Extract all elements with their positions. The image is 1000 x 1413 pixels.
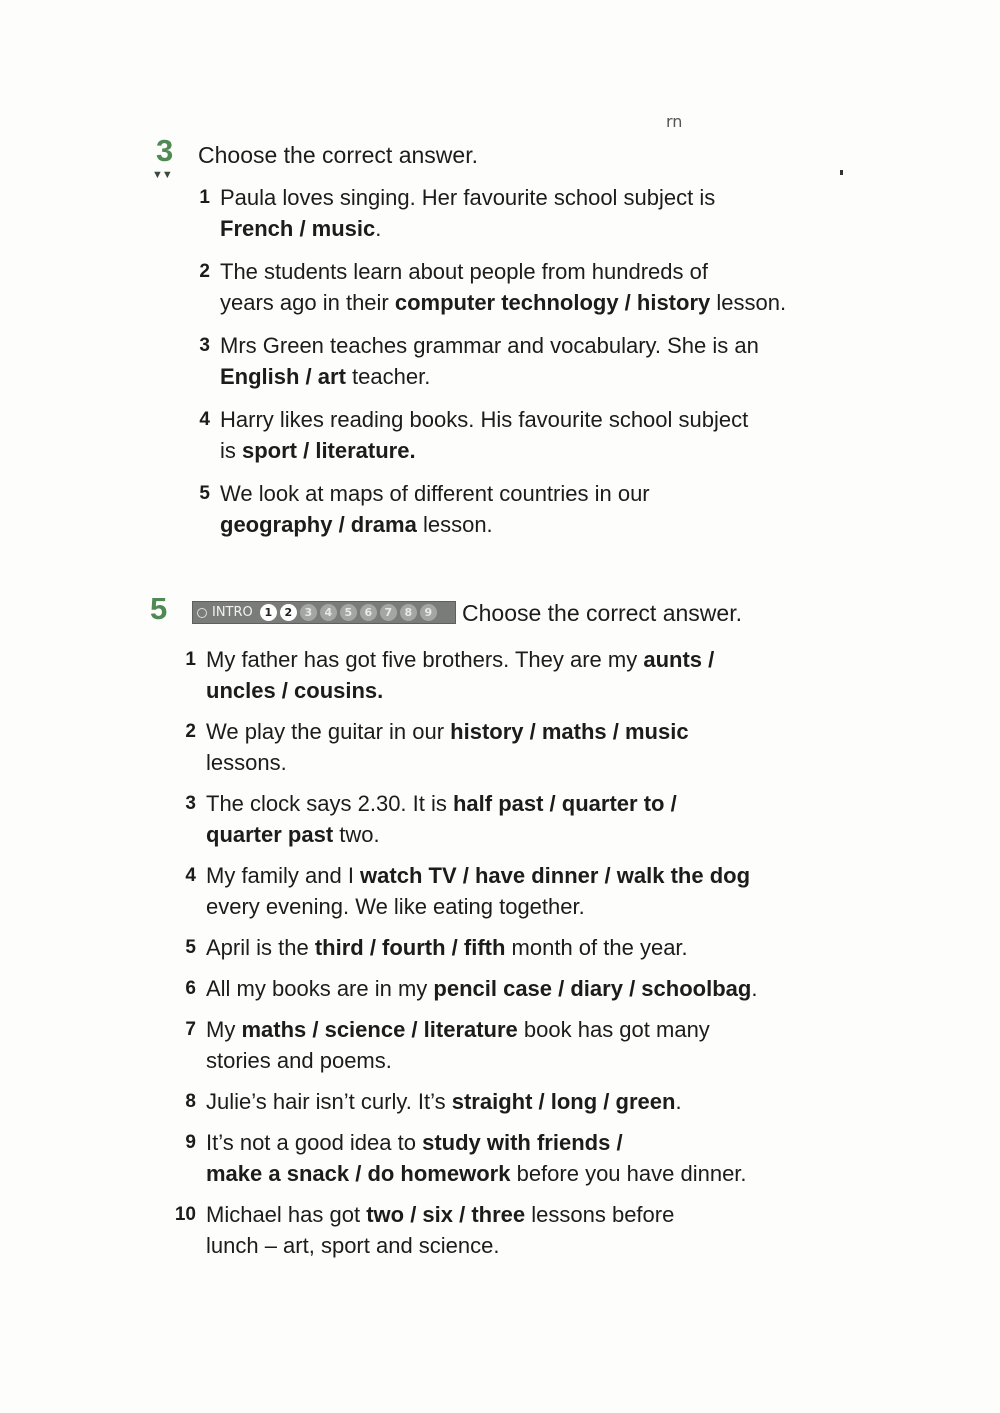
item-number: 6 <box>185 978 196 999</box>
exercise-number: 3 <box>156 133 174 168</box>
item-number: 10 <box>174 1204 196 1225</box>
item-number: 3 <box>199 335 210 356</box>
badge-intro-label: INTRO <box>212 605 253 620</box>
item-text-line2: stories and poems. <box>206 1048 392 1073</box>
item-text-after: lesson. <box>416 512 493 537</box>
item-number: 4 <box>185 865 196 886</box>
level-2: 2 <box>280 604 297 621</box>
item-text-before: years ago in their <box>220 290 395 315</box>
item-text-after: book has got many <box>517 1017 710 1042</box>
exercise-title: Choose the correct answer. <box>198 142 478 168</box>
answer-options[interactable]: two / six / three <box>366 1202 526 1227</box>
answer-options[interactable]: half past / quarter to / <box>452 791 677 816</box>
level-8: 8 <box>400 604 417 621</box>
item-number: 9 <box>185 1132 196 1153</box>
item-number: 2 <box>185 721 196 742</box>
item-text: My family and I <box>206 863 361 888</box>
list-item <box>184 330 824 392</box>
exercise-number: 5 <box>150 591 168 626</box>
item-text: The clock says 2.30. It is <box>206 791 453 816</box>
answer-options[interactable]: geography / drama <box>220 512 417 537</box>
answer-options[interactable]: history / maths / music <box>450 719 689 744</box>
list-item <box>170 1127 810 1189</box>
item-text: Julie’s hair isn’t curly. It’s <box>206 1089 452 1114</box>
item-text-line2: lunch – art, sport and science. <box>206 1233 500 1258</box>
item-text-after: every evening. We like eating together. <box>206 894 585 919</box>
list-item <box>170 973 810 1004</box>
answer-options[interactable]: sport / literature. <box>242 438 416 463</box>
list-item <box>184 478 824 540</box>
answer-options[interactable]: aunts / <box>643 647 715 672</box>
item-number: 1 <box>185 649 196 670</box>
level-badge <box>192 601 456 624</box>
item-text: Harry likes reading books. His favourite school subject <box>220 407 749 432</box>
item-text: Paula loves singing. Her favourite school subject is <box>220 185 716 210</box>
item-text: The students learn about people from hundreds of <box>220 259 708 284</box>
list-item <box>170 932 810 963</box>
list-item <box>170 1199 810 1261</box>
exercise-items <box>170 644 810 1271</box>
difficulty-triangles-icon: ▼▼ <box>152 169 172 181</box>
list-item <box>170 788 810 850</box>
item-number: 7 <box>185 1019 196 1040</box>
scan-artifact-dot <box>840 170 843 175</box>
item-text-after: lessons before <box>525 1202 675 1227</box>
level-5: 5 <box>340 604 357 621</box>
level-1: 1 <box>260 604 277 621</box>
item-text: April is the <box>206 935 315 960</box>
answer-options[interactable]: English / art <box>220 364 346 389</box>
list-item <box>184 256 824 318</box>
list-item <box>184 182 824 244</box>
level-7: 7 <box>380 604 397 621</box>
item-text: We look at maps of different countries in our <box>220 481 650 506</box>
list-item <box>170 716 810 778</box>
item-text-after: before you have dinner. <box>510 1161 747 1186</box>
level-3: 3 <box>300 604 317 621</box>
answer-options-cont[interactable]: uncles / cousins. <box>206 678 384 703</box>
answer-options-cont[interactable]: make a snack / do homework <box>206 1161 511 1186</box>
answer-options[interactable]: maths / science / literature <box>241 1017 518 1042</box>
level-6: 6 <box>360 604 377 621</box>
answer-options[interactable]: study with friends / <box>422 1130 623 1155</box>
item-number: 5 <box>185 937 196 958</box>
answer-options-cont[interactable]: quarter past <box>206 822 334 847</box>
item-text-before: is <box>220 438 242 463</box>
item-number: 2 <box>199 261 210 282</box>
item-text-after: . <box>675 1089 682 1114</box>
item-text: My father has got five brothers. They are my <box>206 647 644 672</box>
answer-options[interactable]: watch TV / have dinner / walk the dog <box>360 863 751 888</box>
item-text: Mrs Green teaches grammar and vocabulary. She is an <box>220 333 759 358</box>
list-item <box>170 860 810 922</box>
answer-options[interactable]: pencil case / diary / schoolbag <box>433 976 752 1001</box>
scan-artifact-mark: rn <box>666 112 683 131</box>
item-text-after: teacher. <box>345 364 431 389</box>
item-number: 4 <box>199 409 210 430</box>
answer-options[interactable]: French / music <box>220 216 376 241</box>
circle-icon <box>197 608 207 618</box>
list-item <box>170 1086 810 1117</box>
item-number: 1 <box>199 187 210 208</box>
item-text: It’s not a good idea to <box>206 1130 423 1155</box>
item-text-after: lesson. <box>710 290 787 315</box>
item-number: 8 <box>185 1091 196 1112</box>
item-text: My <box>206 1017 242 1042</box>
item-text-after: . <box>375 216 382 241</box>
list-item <box>184 404 824 466</box>
exercise-title: Choose the correct answer. <box>462 600 742 626</box>
item-text-after: month of the year. <box>505 935 688 960</box>
answer-options[interactable]: computer technology / history <box>394 290 711 315</box>
answer-options[interactable]: straight / long / green <box>451 1089 676 1114</box>
item-text: We play the guitar in our <box>206 719 451 744</box>
item-number: 3 <box>185 793 196 814</box>
item-text: Michael has got <box>206 1202 367 1227</box>
item-text-after: . <box>751 976 758 1001</box>
item-text-after: lessons. <box>206 750 287 775</box>
level-9: 9 <box>420 604 437 621</box>
exercise-items <box>184 182 824 552</box>
item-number: 5 <box>199 483 210 504</box>
level-4: 4 <box>320 604 337 621</box>
list-item <box>170 1014 810 1076</box>
answer-options[interactable]: third / fourth / fifth <box>314 935 506 960</box>
item-text: All my books are in my <box>206 976 434 1001</box>
list-item <box>170 644 810 706</box>
item-text-after: two. <box>333 822 380 847</box>
